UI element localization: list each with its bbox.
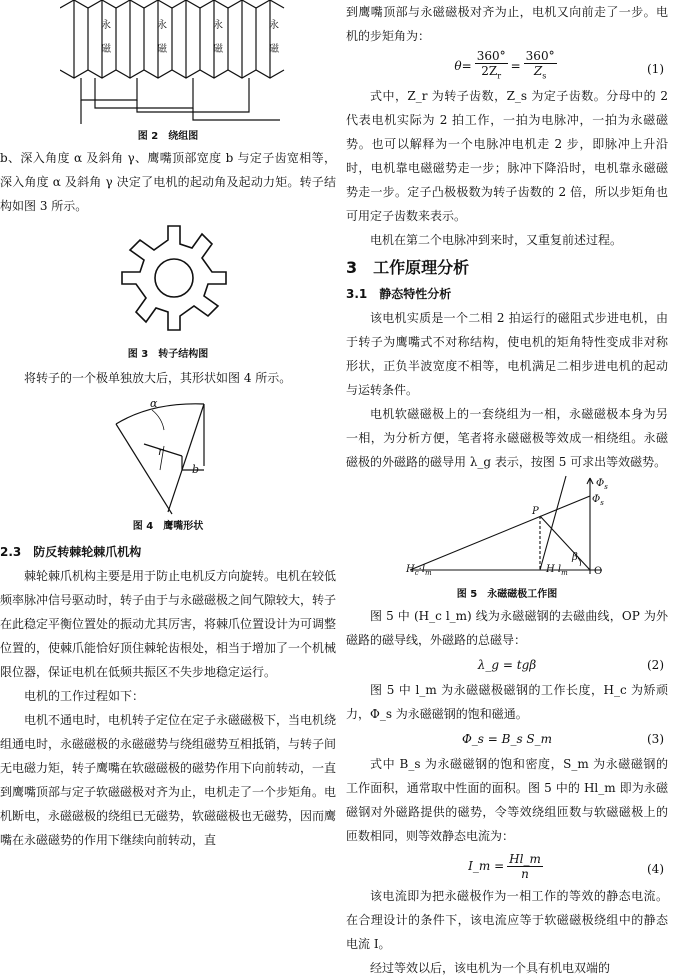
equation-2	[346, 652, 668, 678]
fig5-h-lm: H $l_m$	[546, 564, 568, 577]
fig5-phi-r: $\Phi_s$	[596, 478, 608, 491]
figure-5	[406, 474, 606, 586]
eq1-den1	[481, 64, 501, 83]
paragraph-eq1: 式中，Z_r 为转子齿数，Z_s 为定子齿数。分母中的 2 代表电机实际为 2 拍工作，一拍为电脉冲，一拍为永磁磁势。也可以解释为一个电脉冲电机走 2 步，即脉冲上升沿时，电机靠电磁磁势走一步；脉冲下降沿时，电机靠永磁磁势走一步。定子凸极极数为转子齿数的 2 倍，所以步矩角也可用定子齿数来表示。	[346, 89, 668, 223]
eq1-den2	[534, 64, 546, 83]
eq4-number: (4)	[647, 862, 664, 876]
paragraph-fig4: 将转子的一个极单独放大后，其形状如图 4 所示。	[24, 371, 292, 385]
eq1-den2-sub: s	[542, 71, 547, 81]
paragraph-top: 到鹰嘴顶部与永磁磁极对齐为止，电机又向前走了一步。电机的步矩角为：	[346, 5, 668, 43]
figure-4	[112, 394, 232, 518]
paragraph-process-title: 电机的工作过程如下：	[24, 689, 145, 703]
figure-3-caption: 图 3 转子结构图	[127, 349, 209, 360]
figure-5-caption: 图 5 永磁磁极工作图	[456, 589, 558, 600]
eq1-den1-sub: r	[497, 71, 502, 81]
paragraph-last: 经过等效以后，该电机为一个具有机电双端的	[370, 961, 611, 975]
figure-4-caption: 图 4 鹰嘴形状	[132, 521, 204, 532]
left-column	[0, 0, 336, 852]
eq1-lhs: θ=	[454, 59, 472, 73]
fig2-label: 磁	[269, 44, 279, 55]
eq4-lhs: I_m =	[468, 859, 505, 873]
paragraph-eq4: 该电流即为把永磁极作为一相工作的等效的静态电流。在合理设计的条件下，该电流应等于软磁磁极绕组中的静态电流 I。	[346, 889, 668, 951]
eq1-den2-text: Z	[533, 63, 543, 78]
section-3-1-heading: 3.1 静态特性分析	[346, 287, 452, 301]
eq4-num: Hl_m	[509, 851, 541, 866]
fig2-label: 磁	[213, 44, 223, 55]
fig2-label: 磁	[157, 44, 167, 55]
eq2-number: (2)	[647, 658, 664, 672]
paragraph-process: 电机不通电时，电机转子定位在定子永磁磁极下，当电机绕组通电时，永磁磁极的永磁磁势与绕组磁势互相抵销，与转子间无电磁力矩，转子鹰嘴在软磁磁极的磁势作用下向前转动，一直到鹰嘴顶部与定子软磁磁极对齐为止，电机走了一个步矩角。电机断电，永磁磁极的绕组已无磁势，软磁磁极也无磁势，因而鹰嘴在永磁磁势的作用下继续向前转动，直	[0, 713, 337, 847]
equation-1	[346, 48, 668, 84]
paragraph-eq3: 式中 B_s 为永磁磁钢的饱和密度，S_m 为永磁磁钢的工作面积，通常取中性面的面积。图 5 中的 Hl_m 即为永磁磁钢对外磁路提供的磁势，令等效绕组匝数与软磁磁极上的匝数相同，则等效静态电流为：	[346, 757, 668, 843]
fig2-label: 永	[157, 20, 167, 31]
fig4-r: r	[158, 445, 164, 458]
paragraph-second-pulse: 电机在第二个电脉冲到来时，又重复前述过程。	[370, 233, 623, 247]
figure-2-caption: 图 2 绕组图	[137, 131, 199, 142]
eq1-frac2	[524, 49, 557, 83]
section-2-3-heading: 2.3 防反转棘轮棘爪机构	[0, 545, 142, 559]
eq1-frac1	[475, 49, 508, 83]
fig2-label: 磁	[101, 44, 111, 55]
fig4-b: b	[192, 463, 200, 476]
fig5-hc-lm: $H_c\cdot l_m$	[406, 564, 432, 577]
fig5-phi-s: $\Phi_s$	[592, 494, 604, 507]
eq3-number: (3)	[647, 732, 664, 746]
fig2-label: 永	[213, 20, 223, 31]
eq3-text: Φ_s = B_s S_m	[461, 732, 553, 746]
fig5-o: O	[594, 566, 603, 577]
paragraph-ratchet: 棘轮棘爪机构主要是用于防止电机反方向旋转。电机在较低频率脉冲信号驱动时，转子由于与永磁磁极之间气隙较大，转子在此稳定平衡位置处的振动尤其厉害，将棘爪位置设计为可调整位置的，使棘爪能恰好顶住棘轮齿根处，相当于增加了一个机械限位器，保证电机在低频共振区不失步地稳定运行。	[0, 569, 337, 679]
fig2-label: 永	[269, 20, 279, 31]
fig2-labels	[60, 0, 290, 128]
hook-shape	[112, 394, 232, 518]
fig5-beta: β	[572, 552, 578, 563]
paragraph-static: 该电机实质是一个二相 2 拍运行的磁阻式步进电机，由于转子为鹰嘴式不对称结构，使电机的矩角特性变成非对称形状，正负半波宽度不相等，电机满足二相步进电机的起动与运转条件。	[346, 311, 668, 397]
fig2-label: 永	[101, 20, 111, 31]
rotor-structure	[103, 224, 233, 344]
paragraph-b: b、深入角度 α 及斜角 γ、鹰嘴顶部宽度 b 与定子齿宽相等，深入角度 α 及斜角 γ 决定了电机的起动角及起动力矩。转子结构如图 3 所示。	[0, 151, 336, 213]
eq1-mid: =	[510, 59, 521, 73]
equation-3	[346, 726, 668, 752]
right-column	[346, 0, 668, 980]
eq4-den: n	[521, 866, 529, 881]
eq1-num1: 360°	[476, 48, 506, 63]
fig4-alpha: α	[150, 397, 158, 410]
paragraph-equiv: 电机软磁磁极上的一套绕组为一相，永磁磁极本身为另一相，为分析方便，笔者将永磁磁极等效成一相绕组。永磁磁极的外磁路的磁导用 λ_g 表示，按图 5 可求出等效磁势。	[346, 407, 668, 469]
eq1-number: (1)	[647, 62, 664, 76]
eq1-den1-text: 2Z	[481, 63, 498, 78]
paragraph-fig5: 图 5 中 (H_c l_m) 线为永磁磁钢的去磁曲线，OP 为外磁路的磁导线，外磁路的总磁导：	[346, 609, 668, 647]
figure-3	[0, 224, 336, 344]
eq1-num2: 360°	[525, 48, 555, 63]
section-3-heading: 3 工作原理分析	[346, 258, 470, 277]
fig5-p: P	[532, 506, 539, 517]
equation-4	[346, 848, 668, 884]
eq4-frac	[507, 852, 543, 881]
eq2-text: λ_g = tgβ	[477, 658, 537, 672]
paragraph-eq2: 图 5 中 l_m 为永磁磁极磁钢的工作长度，H_c 为矫顽力，Φ_s 为永磁磁钢的饱和磁通。	[346, 683, 668, 721]
